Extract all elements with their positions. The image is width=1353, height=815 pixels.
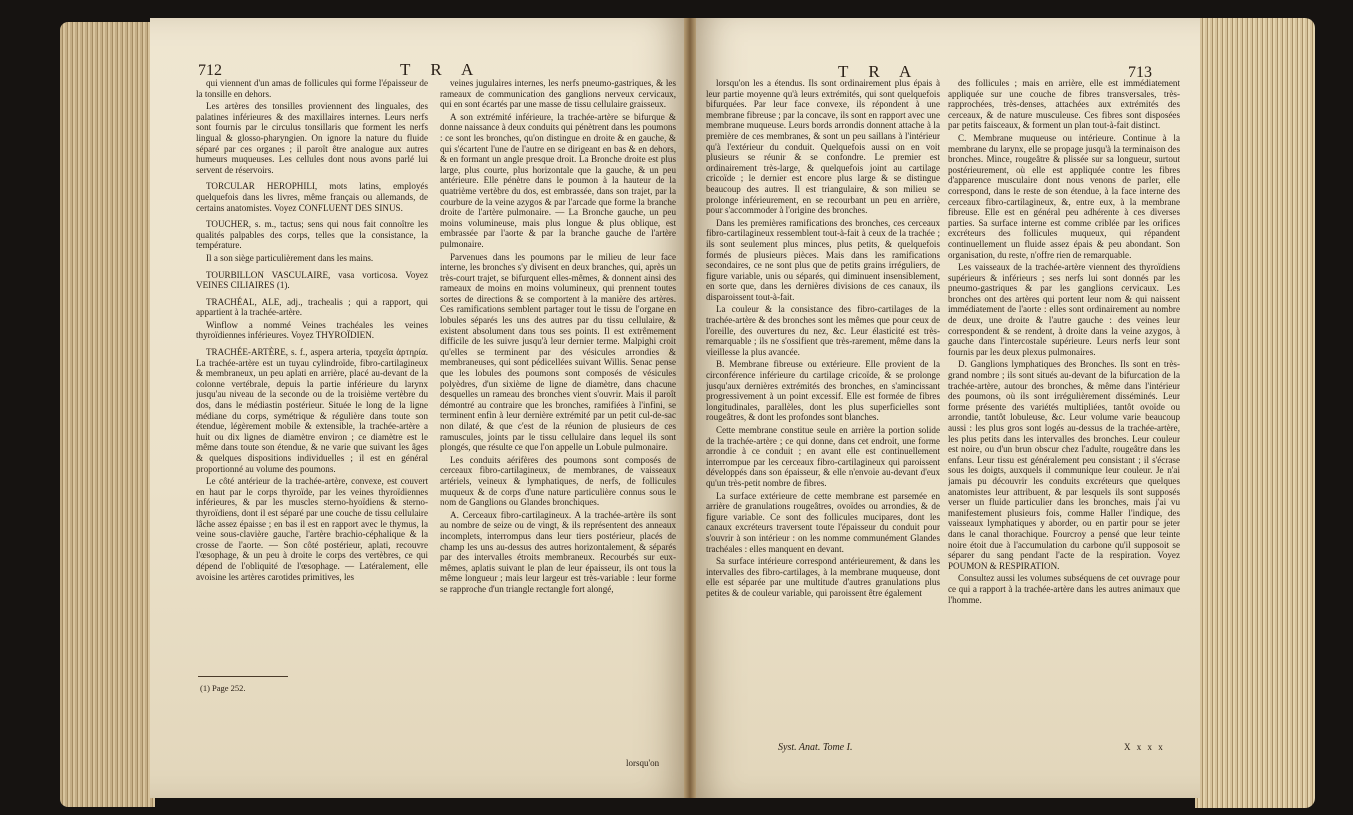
- paragraph: des follicules ; mais en arrière, elle est immédiatement appliquée sur une couche de fibres transversales, très-rapprochées, très-denses, attachées aux extrémités des cerceaux, & de nature musculeuse. Ces fibres sont disposées par petits faisceaux, & forment un plan tout-à-fait distinct.: [948, 78, 1180, 131]
- paragraph: Cette membrane constitue seule en arrière la portion solide de la trachée-artère ; ce qui donne, dans cet endroit, une forme arrondie à ce conduit ; en avant elle est continuellement interrompue par les cerceaux fibro-cartilagineux qui paroissent développés dans son épaisseur, & elle n'envoie au-devant d'eux qu'un très-petit nombre de fibres.: [706, 425, 940, 488]
- left-page-number: 712: [198, 62, 222, 79]
- left-column-1: [196, 78, 428, 666]
- paragraph: Le côté antérieur de la trachée-artère, convexe, est couvert en haut par le corps thyroïde, par les veines thyroïdiennes inférieures, & par les muscles sterno-hyoïdiens & sterno-thyroïdiens, dont il est séparé par une couche de tissu cellulaire lâche assez épaisse ; en bas il est en rapport avec le thymus, la veine sous-clavière gauche, l'artère brachio-céphalique & la crosse de l'aorte. — Son côté postérieur, aplati, recouvre l'œsophage, & un peu à droite le corps des vertèbres, ce qui dépend de l'obliquité de l'œsophage. — Latéralement, elle avoisine les artères carotides primitives, les: [196, 476, 428, 582]
- left-running-head: T R A: [400, 60, 482, 79]
- book-gutter: [684, 18, 696, 798]
- footnote: (1) Page 252.: [200, 683, 246, 693]
- signature-line: Syst. Anat. Tome I.: [778, 742, 853, 753]
- footnote-rule: [198, 676, 288, 677]
- paragraph: TOURBILLON VASCULAIRE, vasa vorticosa. Voyez VEINES CILIAIRES (1).: [196, 269, 428, 291]
- paragraph: A son extrémité inférieure, la trachée-artère se bifurque & donne naissance à deux conduits qui pénètrent dans les poumons : ce sont les bronches, qu'on distingue en droite & en gauche, & qui s'écartent l'une de l'autre en se dirigeant en bas & en dehors, & en formant un angle presque droit. La Bronche droite est plus large, plus courte, plus horizontale que la gauche, & un peu antérieure. Elle pénètre dans le poumon à la hauteur de la quatrième vertèbre du dos, est embrassée, dans son trajet, par la courbure de la veine azygos & par l'arcade que forme la branche droite de l'artère pulmonaire. — La Bronche gauche, un peu moins volumineuse, mais plus longue & plus oblique, est embrassée par l'aorte & par la branche gauche de l'artère pulmonaire.: [440, 111, 676, 249]
- left-catchword: lorsqu'on: [626, 758, 660, 768]
- paragraph: TRACHÉAL, ALE, adj., trachealis ; qui a rapport, qui appartient à la trachée-artère.: [196, 296, 428, 318]
- paragraph: Winflow a nommé Veines trachéales les veines thyroïdiennes inférieures. Voyez THYROÏDIEN.: [196, 319, 428, 341]
- book-fore-edge-right: [1195, 18, 1315, 808]
- paragraph: qui viennent d'un amas de follicules qui forme l'épaisseur de la tonsille en dehors.: [196, 78, 428, 99]
- right-column-2: [948, 78, 1180, 728]
- right-page-number: 713: [1128, 64, 1152, 81]
- right-column-1: [706, 78, 940, 738]
- paragraph: D. Ganglions lymphatiques des Bronches. Ils sont en très-grand nombre ; ils sont situés au-devant de la bifurcation de la trachée-artère, autour des bronches, & même dans l'intérieur des poumons, où ils sont irrégulièrement disséminés. Leur forme présente des variétés multipliées, tantôt ovoïde ou arrondie, tantôt lobuleuse, &c. Leur volume varie beaucoup aussi : les plus gros sont logés au-dessus de la trachée-artère, les plus petits dans les intervalles des bronches. Leur couleur est noire, ou d'un brun obscur chez l'adulte, rougeâtre dans les enfans. Leur tissu est généralement peu consistant ; il s'écrase sous les doigts, auxquels il communique leur couleur. Je n'ai jamais pu découvrir les conduits excréteurs que quelques anatomistes leur attribuent, & par lesquels ils sont supposés verser un fluide particulier dans les bronches, mais j'ai vu manifestement plusieurs fois, comme Haller l'indique, des vaisseaux lymphatiques y aborder, ou en partir pour se jeter dans le canal thorachique. Fourcroy a pensé que leur teinte noire étoit due à l'accumulation du carbone qu'il supposoit se séparer du sang pendant l'acte de la respiration. Voyez POUMON & RESPIRATION.: [948, 359, 1180, 571]
- paragraph: La surface extérieure de cette membrane est parsemée en arrière de granulations rougeâtres, ovoïdes ou arrondies, & de figure variable. Ce sont des follicules mucipares, dont les canaux excréteurs traversent toute l'épaisseur du conduit pour s'ouvrir à son intérieur : on les nomme communément Glandes trachéales : elles manquent en devant.: [706, 490, 940, 554]
- right-running-head: T R A: [838, 62, 920, 81]
- right-catchword: X x x x: [1124, 742, 1165, 752]
- paragraph: Sa surface intérieure correspond antérieurement, & dans les intervalles des fibro-cartilages, à la membrane muqueuse, dont elle est séparée par une multitude d'autres granulations plus petites & de couleur variable, qui paroissent être également: [706, 556, 940, 598]
- paragraph: Les vaisseaux de la trachée-artère viennent des thyroïdiens supérieurs & inférieurs ; ses nerfs lui sont donnés par les pneumo-gastriques & par les ganglions cervicaux. Les bronches ont des artères qui portent leur nom & qui naissent immédiatement de l'aorte : elles sont ordinairement au nombre de deux, une droite & l'autre gauche : des veines leur correspondent & se rendent, à droite dans la veine azygos, à gauche dans l'intercostale supérieure. Leurs nerfs leur sont fournis par les deux plexus pulmonaires.: [948, 262, 1180, 357]
- paragraph: TOUCHER, s. m., tactus; sens qui nous fait connoître les qualités palpables des corps, telles que la consistance, la température.: [196, 219, 428, 251]
- paragraph: Les artères des tonsilles proviennent des linguales, des palatines inférieures & des maxillaires internes. Leurs nerfs sont fournis par le circulus tonsillaris que forment les nerfs lingual & glosso-pharyngien. On ignore la nature du fluide séparé par ces organes ; il paroît être analogue aux autres humeurs muqueuses. Les cellules dont nous avons parlé lui servent de réservoirs.: [196, 101, 428, 175]
- paragraph: Les conduits aérifères des poumons sont composés de cerceaux fibro-cartilagineux, de membranes, de vaisseaux artériels, veineux & lymphatiques, de nerfs, de follicules muqueux & de corps d'une nature particulière connus sous le nom de Ganglions ou Glandes bronchiques.: [440, 454, 676, 508]
- paragraph: lorsqu'on les a étendus. Ils sont ordinairement plus épais à leur partie moyenne qu'à leurs extrémités, qui sont quelquefois bifurquées. Par leur face convexe, ils répondent à une membrane fibreuse ; par la concave, ils sont en rapport avec une membrane muqueuse. Leurs bords arrondis donnent attache à la première de ces membranes, & sont un peu saillans à l'intérieur qu'à l'extérieur du conduit. Quelquefois aussi on en voit plusieurs se réunir & se confondre. Le premier est ordinairement très-large, & quelquefois joint au cartilage cricoïde ; le dernier est encore plus large & se distingue beaucoup des autres. Il est triangulaire, & son milieu se prolonge inférieurement, en se recourbant un peu en arrière, pour s'accommoder à l'origine des bronches.: [706, 78, 940, 216]
- paragraph: Parvenues dans les poumons par le milieu de leur face interne, les bronches s'y divisent en deux branches, qui, après un très-court trajet, se bifurquent elles-mêmes, & donnent ainsi des rameaux de moins en moins volumineux, qui prennent toutes sortes de directions & se comportent à la manière des artères. Ces ramifications semblent partager tout le tissu de l'organe en lobules séparés les uns des autres par du tissu cellulaire, & existent absolument dans tous ses points. Il est extrêmement difficile de les suivre jusqu'à leur dernier terme. Malpighi croit qu'elles se terminent par des vésicules arrondies & membraneuses, qui sont pédicellées suivant Willis. Senac pense que les lobules des poumons sont composés de vésicules polyèdres, d'un sixième de ligne de diamètre, dans chacune desquelles un rameau des bronches vient s'ouvrir. Mais il paroît démontré au contraire que les bronches, ramifiées à l'infini, se terminent enfin à leur dernière extrémité par un petit cul-de-sac non dilaté, & que c'est de la réunion de plusieurs de ces ramuscules, joints par le tissu cellulaire dans lequel ils sont plongés, que résulte ce que l'on appelle un Lobule pulmonaire.: [440, 251, 676, 453]
- paragraph: Consultez aussi les volumes subséquens de cet ouvrage pour ce qui a rapport à la trachée-artère dans les autres animaux que l'homme.: [948, 573, 1180, 605]
- paragraph: A. Cerceaux fibro-cartilagineux. A la trachée-artère ils sont au nombre de seize ou de vingt, & ils représentent des anneaux incomplets, interrompus dans leur tiers postérieur, placés de champ les uns au-dessus des autres horizontalement, & séparés par des intervalles étroits membraneux. Recourbés sur eux-mêmes, aplatis suivant le plan de leur épaisseur, ils ont tous la même longueur ; mais leur largeur est très-variable : leur forme se rapproche d'un triangle rectangle fort alongé,: [440, 509, 676, 594]
- book-fore-edge-left: [60, 22, 155, 807]
- paragraph: Il a son siège particulièrement dans les mains.: [206, 252, 374, 263]
- paragraph: TORCULAR HEROPHILI, mots latins, employés quelquefois dans les livres, même français ou allemands, de certains anatomistes. Voyez CONFLUENT DES SINUS.: [196, 181, 428, 213]
- paragraph: C. Membrane muqueuse ou intérieure. Continue à la membrane du larynx, elle se propage jusqu'à la terminaison des bronches. Mince, rougeâtre & plissée sur sa longueur, surtout postérieurement, où elle est appliquée contre les fibres d'apparence musculaire dont nous venons de parler, elle correspond, dans le reste de son étendue, à la face interne des cerceaux fibro-cartilagineux, &, entre eux, à la membrane fibreuse. Elle est en général peu adhérente à ces diverses parties. Sa surface interne est comme criblée par les orifices excréteurs des follicules muqueux, qui répandent continuellement un fluide assez épais & peu abondant. Son organisation, du reste, n'offre rien de remarquable.: [948, 132, 1180, 260]
- paragraph: B. Membrane fibreuse ou extérieure. Elle provient de la circonférence inférieure du cartilage cricoïde, & se prolonge jusqu'aux dernières extrémités des bronches, en s'amincissant progressivement à un point excessif. Elle est formée de fibres longitudinales, parallèles, dont les plus superficielles sont rougeâtres, & dont les profondes sont blanches.: [706, 359, 940, 423]
- paragraph: La couleur & la consistance des fibro-cartilages de la trachée-artère & des bronches sont les mêmes que pour ceux de l'oreille, des ouvertures du nez, &c. Leur élasticité est très-remarquable ; ils ne s'ossifient que très-rarement, même dans la vieillesse la plus avancée.: [706, 304, 940, 357]
- paragraph: TRACHÉE-ARTÈRE, s. f., aspera arteria, τραχεῖα ἀρτηρία. La trachée-artère est un tuyau cylindroïde, fibro-cartilagineux & membraneux, un peu aplati en arrière, placé au-devant de la colonne vertébrale, depuis la partie inférieure du larynx jusqu'au niveau de la seconde ou de la troisième vertèbre du dos, dans le médiastin postérieur. Située le long de la ligne médiane du corps, symétrique & régulière dans toute son étendue, légèrement mobile & extensible, la trachée-artère a huit ou dix lignes de diamètre environ ; ce diamètre est le même dans toute son étendue, & ne varie que suivant les âges & quelques dispositions individuelles ; il est en général proportionné au volume des poumons.: [196, 347, 428, 474]
- paragraph: Dans les premières ramifications des bronches, ces cerceaux fibro-cartilagineux ressemblent tout-à-fait à ceux de la trachée ; ils sont seulement plus minces, plus petits, & quelquefois formés de plusieurs pièces. Mais dans les ramifications secondaires, ce ne sont plus que de petits grains irréguliers, de figure variable, unis ou séparés, qui diminuent insensiblement, en sorte que, dans les dernières divisions de ces canaux, ils disparoissent tout-à-fait.: [706, 217, 940, 302]
- left-column-2: [440, 78, 676, 756]
- paragraph: veines jugulaires internes, les nerfs pneumo-gastriques, & les rameaux de communication des ganglions nerveux cervicaux, qui en sont écartés par une masse de tissu cellulaire graisseux.: [440, 78, 676, 110]
